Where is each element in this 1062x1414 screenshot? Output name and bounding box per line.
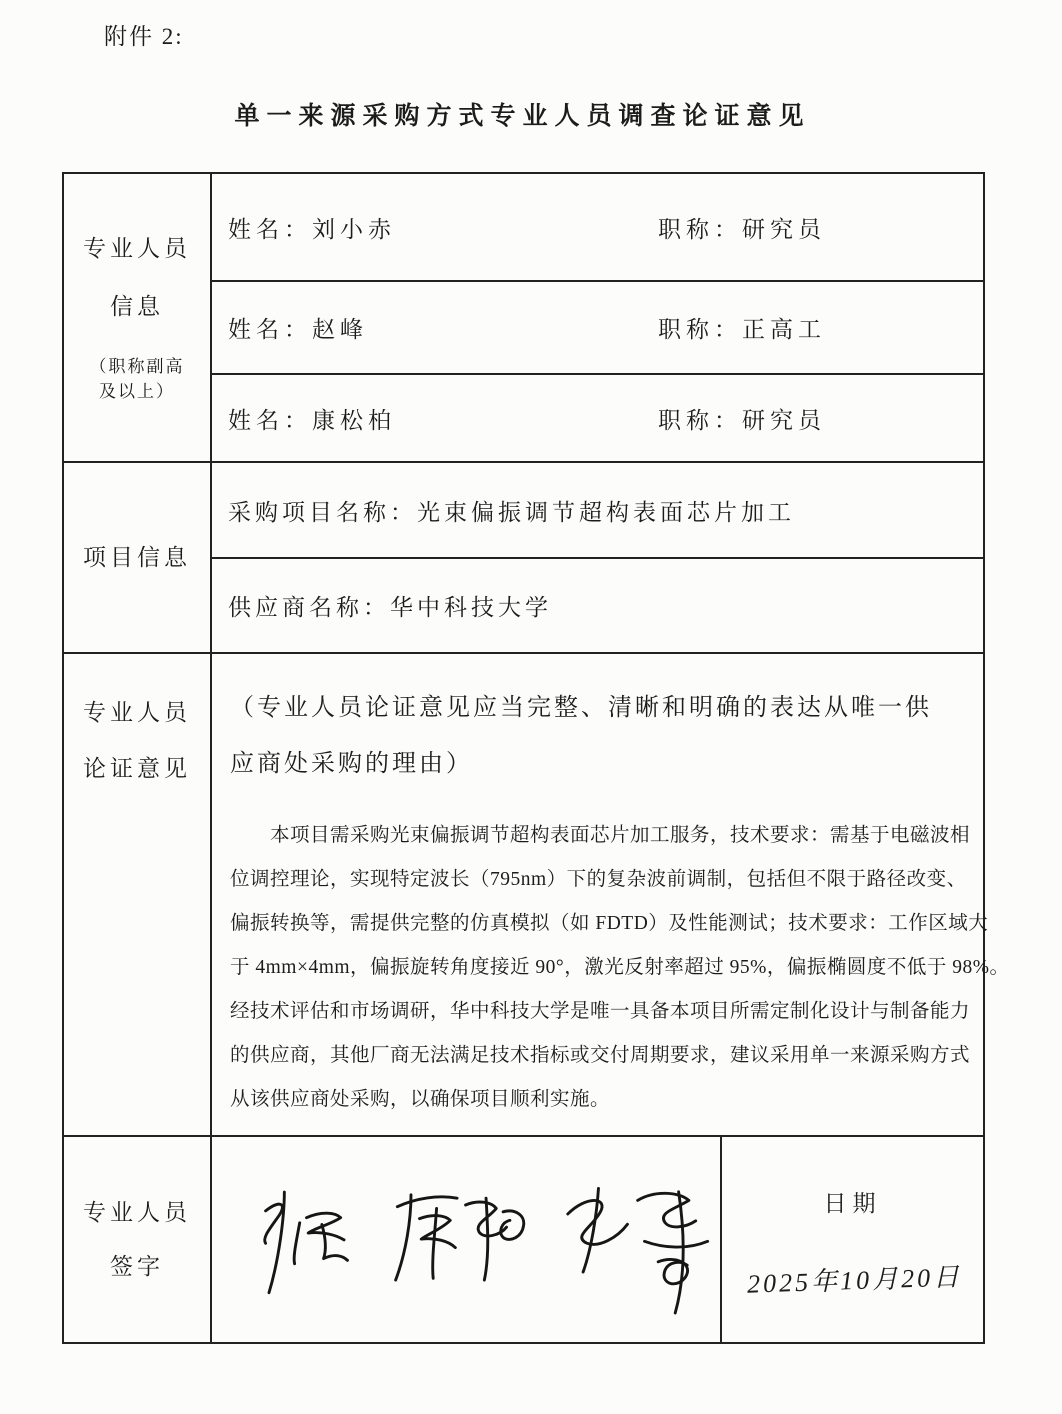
opinion-section-header [63,653,211,1136]
attachment-label: 附件 2: [104,24,184,49]
signature-kang-songbai [382,1164,536,1304]
personnel-row [211,173,984,281]
title-label: 职称： [658,317,742,342]
opinion-body-line: 偏振转换等，需提供完整的仿真模拟（如 FDTD）及性能测试；技术要求：工作区域大 [230,913,989,934]
opinion-body [230,814,1010,1122]
name-value: 赵峰 [312,317,368,342]
title-field [658,211,826,244]
name-value: 康松柏 [312,407,396,433]
signature-header-line1: 专业人员 [83,1199,191,1225]
signature-zhao-feng [549,1164,720,1334]
personnel-section-header [63,173,211,462]
project-row [211,462,984,558]
supplier-name-label: 供应商名称： [228,595,390,620]
personnel-header-line2: 信息 [110,293,164,319]
name-field [228,211,658,244]
project-section-header [63,462,211,653]
page-title: 单一来源采购方式专业人员调查论证意见 [234,103,811,130]
opinion-note-line1: （专业人员论证意见应当完整、清晰和明确的表达从唯一供 [230,695,932,721]
opinion-body-line: 从该供应商处采购，以确保项目顺利实施。 [230,1089,611,1110]
name-label: 姓名： [228,216,312,242]
opinion-content [211,653,1010,1136]
opinion-header-line2: 论证意见 [83,756,191,781]
date-value: 2025年10月20日 [746,1262,963,1299]
date-label: 日期 [823,1191,882,1216]
name-field [228,311,658,344]
project-name-value: 光束偏振调节超构表面芯片加工 [417,499,795,525]
name-label: 姓名： [228,317,312,342]
opinion-body-line: 于 4mm×4mm，偏振旋转角度接近 90°，激光反射率超过 95%，偏振椭圆度不低于 98%。 [230,957,1010,978]
personnel-row [211,281,984,374]
opinion-body-line: 的供应商，其他厂商无法满足技术指标或交付周期要求，建议采用单一来源采购方式 [230,1045,971,1066]
opinion-note-line2: 应商处采购的理由） [230,751,473,777]
date-cell [721,1136,984,1343]
opinion-body-line: 位调控理论，实现特定波长（795nm）下的复杂波前调制，包括但不限于路径改变、 [230,869,967,890]
signature-header-line2: 签字 [110,1253,164,1279]
form-table [62,172,1010,1344]
title-field [658,402,826,435]
supplier-name-value: 华中科技大学 [390,595,552,620]
opinion-body-line: 本项目需采购光束偏振调节超构表面芯片加工服务，技术要求：需基于电磁波相 [270,825,971,846]
personnel-row [211,374,984,462]
name-field [228,402,658,435]
title-field [658,311,826,344]
title-value: 正高工 [742,317,826,342]
name-label: 姓名： [228,407,312,433]
title-label: 职称： [658,216,742,242]
personnel-header-note: （职称副高 及以上） [89,356,185,401]
project-name-label: 采购项目名称： [228,499,417,525]
name-value: 刘小赤 [312,216,396,242]
signatures-cell [211,1136,721,1343]
project-header-label: 项目信息 [83,544,191,570]
title-value: 研究员 [742,216,826,242]
opinion-body-line: 经技术评估和市场调研，华中科技大学是唯一具备本项目所需定制化设计与制备能力 [230,1001,971,1022]
title-value: 研究员 [742,407,826,433]
personnel-header-line1: 专业人员 [83,235,191,261]
signature-liu-xiaochi [240,1164,368,1314]
opinion-header-line1: 专业人员 [83,700,191,725]
signature-section-header [63,1136,211,1343]
title-label: 职称： [658,407,742,433]
project-row [211,558,984,653]
